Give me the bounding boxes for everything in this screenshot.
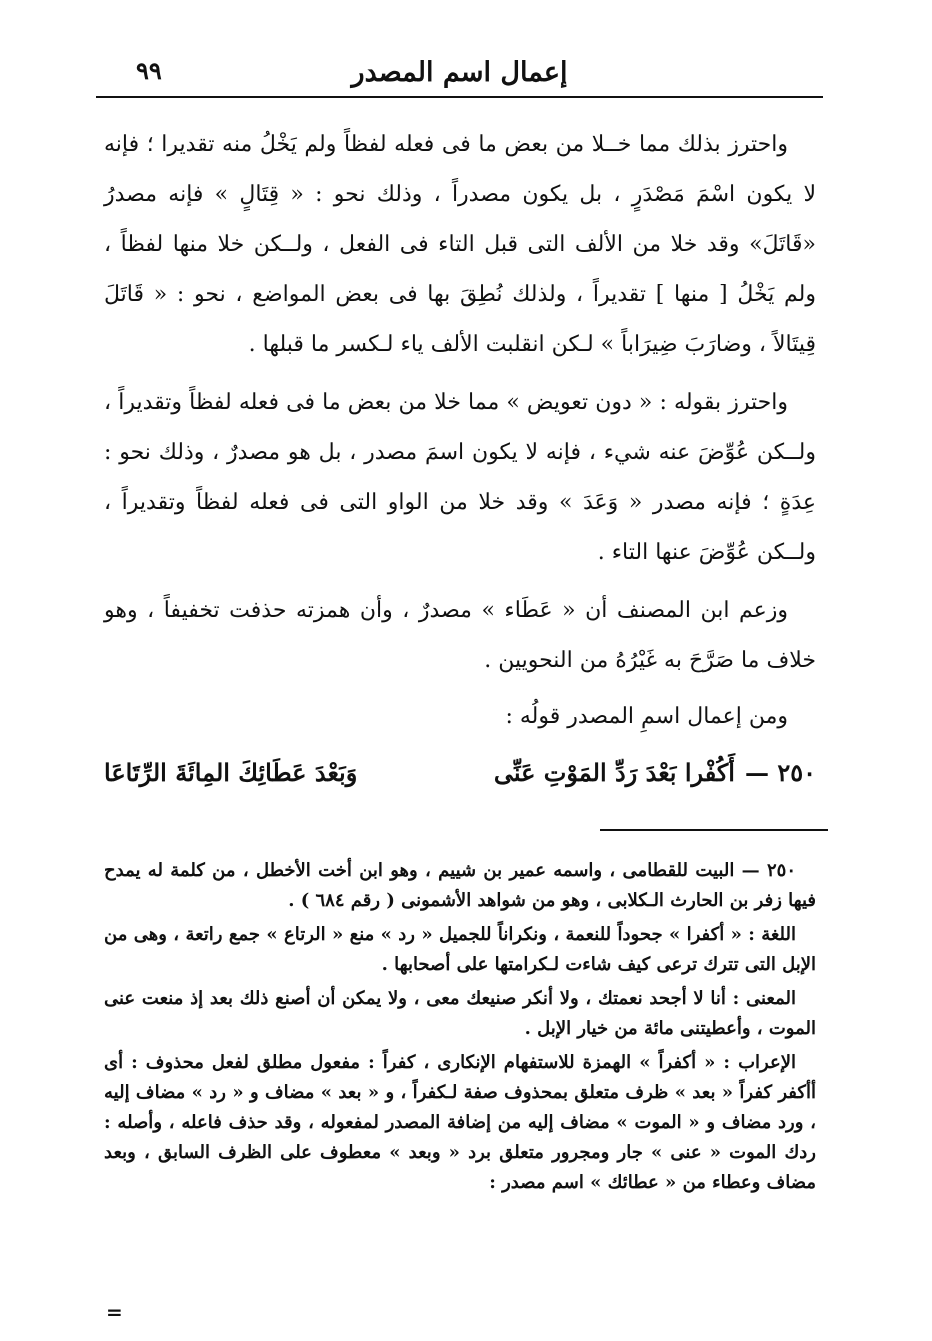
footnote-paragraph: اللغة : « أكفرا » جحوداً للنعمة ، ونكراناً للجميل « رد » منع « الرتاع » جمع راتعة ، وهى من الإبل التى تترك ترعى كيف شاءت لـكرامتها على أصحابها . <box>104 924 816 975</box>
main-text <box>104 120 816 798</box>
page-number: ٩٩ <box>136 56 162 85</box>
paragraph: ومن إعمال اسمِ المصدر قولُه : <box>505 704 788 729</box>
footnotes <box>104 856 816 1202</box>
paragraph: وزعم ابن المصنف أن « عَطَاء » مصدرٌ ، وأن همزته حذفت تخفيفاً ، وهو خلاف ما صَرَّحَ به غَيْرُهُ من النحويين . <box>104 598 816 673</box>
header-rule <box>96 96 823 98</box>
continuation-mark: = <box>106 1300 123 1324</box>
footnote-paragraph: المعنى : أنا لا أجحد نعمتك ، ولا أنكر صنيعك معى ، ولا يمكن أن أصنع ذلك بعد إذ منعت عنى الموت ، وأعطيتنى مائة من خيار الإبل . <box>104 988 816 1039</box>
footnote-separator <box>600 829 828 831</box>
verse-first-hemistich: أَكُفْرا بَعْدَ رَدِّ المَوْتِ عَنِّى <box>493 758 735 787</box>
chapter-title: إعمال اسم المصدر <box>351 56 568 88</box>
footnote-paragraph: الإعراب : « أكفراً » الهمزة للاستفهام الإنكارى ، كفراً : مفعول مطلق لفعل محذوف : أى أأكفر كفراً « بعد » ظرف متعلق بمحذوف صفة لـكفراً ، و « بعد » مضاف و « رد » مضاف إليه ، ورد مضاف و « الموت » مضاف إليه من إضافة المصدر لمفعوله ، وقد حذف فاعله ، وأصله : ردك الموت « عنى » جار ومجرور متعلق برد « وبعد » معطوف على الظرف السابق ، وبعد مضاف وعطاء من « عطائك » اسم مصدر : <box>104 1052 816 1193</box>
paragraph: واحترز بذلك مما خــلا من بعض ما فى فعله لفظاً ولم يَخْلُ منه تقديرا ؛ فإنه لا يكون اسْمَ مَصْدَرٍ ، بل يكون مصدراً ، وذلك نحو : « قِتَالٍ » فإنه مصدرُ «قَاتَلَ» وقد خلا من الألف التى قبل التاء فى الفعل ، ولــكن خلا منها لفظاً ، ولم يَخْلُ [ منها ] تقديراً ، ولذلك نُطِقَ بها فى بعض المواضع ، نحو : « قَاتَلَ قِيتَالاً ، وضارَبَ ضِيرَاباً » لـكن انقلبت الألف ياء لـكسر ما قبلها . <box>104 132 816 357</box>
poetry-verse <box>104 748 816 798</box>
verse-number: ٢٥٠ — <box>744 758 816 787</box>
page-header <box>96 52 823 92</box>
verse-second-hemistich: وَبَعْدَ عَطَائِكَ المِائَةَ الرِّتَاعَا <box>104 758 358 787</box>
paragraph: واحترز بقوله : « دون تعويض » مما خلا من بعض ما فى فعله لفظاً وتقديراً ، ولــكن عُوِّضَ عنه شيء ، فإنه لا يكون اسمَ مصدر ، بل هو مصدرٌ ، وذلك نحو : عِدَةٍ ؛ فإنه مصدر « وَعَدَ » وقد خلا من الواو التى فى فعله لفظاً وتقديراً ، ولــكن عُوِّضَ عنها التاء . <box>104 390 816 565</box>
footnote-paragraph: ٢٥٠ — البيت للقطامى ، واسمه عمير بن شييم ، وهو ابن أخت الأخطل ، من كلمة له يمدح فيها زفر بن الحارث الـكلابى ، وهو من شواهد الأشمونى ( رقم ٦٨٤ ) . <box>104 860 816 911</box>
